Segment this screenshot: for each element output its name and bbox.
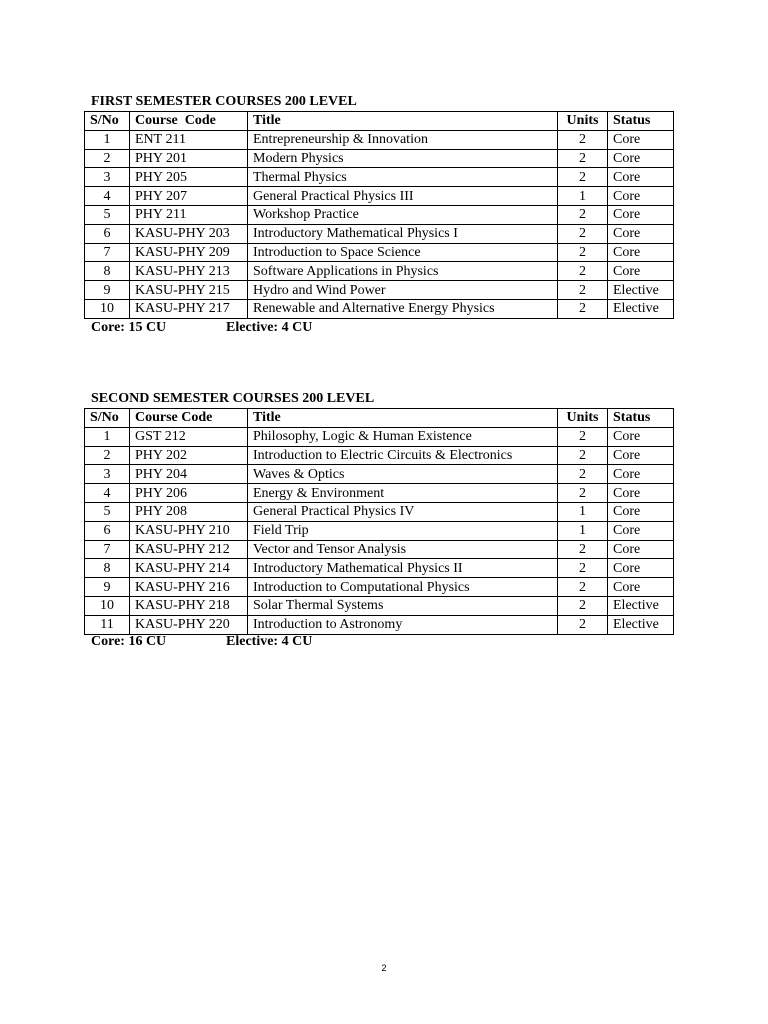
cell-course-code: KASU-PHY 217	[130, 299, 248, 318]
cell-units: 2	[558, 224, 608, 243]
table-row	[85, 427, 674, 446]
table-row	[85, 299, 674, 318]
cell-status: Core	[608, 427, 674, 446]
cell-sno: 10	[85, 299, 130, 318]
cell-status: Core	[608, 540, 674, 559]
cell-status: Core	[608, 243, 674, 262]
elective-total: Elective: 4 CU	[226, 320, 313, 335]
cell-title: Introduction to Computational Physics	[248, 578, 558, 597]
header-course-code: Course Code	[130, 112, 248, 131]
table-row	[85, 502, 674, 521]
cell-status: Core	[608, 130, 674, 149]
table-row	[85, 205, 674, 224]
second-semester-rows	[85, 427, 674, 634]
cell-title: Introduction to Electric Circuits & Electronics	[248, 446, 558, 465]
cell-sno: 1	[85, 130, 130, 149]
cell-status: Core	[608, 559, 674, 578]
cell-course-code: KASU-PHY 214	[130, 559, 248, 578]
second-semester-table	[84, 408, 674, 635]
cell-title: Thermal Physics	[248, 168, 558, 187]
cell-units: 2	[558, 281, 608, 300]
cell-units: 2	[558, 130, 608, 149]
cell-course-code: GST 212	[130, 427, 248, 446]
core-total: Core: 15 CU	[91, 320, 167, 335]
cell-title: Workshop Practice	[248, 205, 558, 224]
cell-units: 2	[558, 149, 608, 168]
header-course-code: Course Code	[130, 409, 248, 428]
cell-units: 2	[558, 427, 608, 446]
cell-status: Core	[608, 446, 674, 465]
cell-sno: 5	[85, 205, 130, 224]
header-units: Units	[558, 409, 608, 428]
cell-title: General Practical Physics IV	[248, 502, 558, 521]
cell-course-code: PHY 211	[130, 205, 248, 224]
cell-title: Waves & Optics	[248, 465, 558, 484]
cell-sno: 4	[85, 484, 130, 503]
header-title: Title	[248, 112, 558, 131]
cell-sno: 7	[85, 243, 130, 262]
cell-status: Core	[608, 224, 674, 243]
cell-title: Renewable and Alternative Energy Physics	[248, 299, 558, 318]
table-row	[85, 596, 674, 615]
cell-units: 2	[558, 559, 608, 578]
cell-status: Elective	[608, 615, 674, 634]
cell-title: Introduction to Space Science	[248, 243, 558, 262]
cell-sno: 1	[85, 427, 130, 446]
cell-status: Core	[608, 521, 674, 540]
second-semester-heading: SECOND SEMESTER COURSES 200 LEVEL	[91, 391, 375, 406]
cell-title: Introduction to Astronomy	[248, 615, 558, 634]
table-row	[85, 540, 674, 559]
cell-units: 2	[558, 262, 608, 281]
cell-course-code: KASU-PHY 215	[130, 281, 248, 300]
cell-title: Field Trip	[248, 521, 558, 540]
cell-sno: 4	[85, 187, 130, 206]
cell-course-code: KASU-PHY 203	[130, 224, 248, 243]
table-row	[85, 559, 674, 578]
cell-course-code: PHY 207	[130, 187, 248, 206]
header-status: Status	[608, 409, 674, 428]
cell-units: 2	[558, 540, 608, 559]
first-semester-heading: FIRST SEMESTER COURSES 200 LEVEL	[91, 94, 357, 109]
cell-title: Introductory Mathematical Physics I	[248, 224, 558, 243]
cell-units: 1	[558, 187, 608, 206]
cell-sno: 8	[85, 262, 130, 281]
cell-sno: 6	[85, 521, 130, 540]
first-semester-rows	[85, 130, 674, 318]
cell-course-code: PHY 204	[130, 465, 248, 484]
cell-sno: 8	[85, 559, 130, 578]
table-row	[85, 446, 674, 465]
cell-status: Core	[608, 502, 674, 521]
cell-title: Vector and Tensor Analysis	[248, 540, 558, 559]
cell-status: Core	[608, 205, 674, 224]
cell-course-code: KASU-PHY 216	[130, 578, 248, 597]
cell-title: Philosophy, Logic & Human Existence	[248, 427, 558, 446]
cell-course-code: PHY 206	[130, 484, 248, 503]
cell-title: Hydro and Wind Power	[248, 281, 558, 300]
cell-sno: 2	[85, 446, 130, 465]
cell-sno: 10	[85, 596, 130, 615]
cell-status: Core	[608, 484, 674, 503]
cell-status: Core	[608, 578, 674, 597]
cell-course-code: ENT 211	[130, 130, 248, 149]
cell-status: Core	[608, 262, 674, 281]
page-number: 2	[381, 963, 387, 973]
elective-total: Elective: 4 CU	[226, 634, 313, 649]
table-row	[85, 465, 674, 484]
cell-units: 2	[558, 578, 608, 597]
table-row	[85, 615, 674, 634]
cell-units: 2	[558, 484, 608, 503]
cell-course-code: KASU-PHY 218	[130, 596, 248, 615]
cell-units: 2	[558, 205, 608, 224]
cell-sno: 7	[85, 540, 130, 559]
table-header-row	[85, 112, 674, 131]
table-row	[85, 578, 674, 597]
cell-status: Core	[608, 187, 674, 206]
second-semester-summary	[91, 634, 312, 650]
cell-units: 1	[558, 502, 608, 521]
cell-status: Elective	[608, 299, 674, 318]
cell-title: Entrepreneurship & Innovation	[248, 130, 558, 149]
cell-status: Elective	[608, 596, 674, 615]
cell-units: 2	[558, 596, 608, 615]
first-semester-table	[84, 111, 674, 319]
cell-status: Core	[608, 168, 674, 187]
header-status: Status	[608, 112, 674, 131]
cell-title: Modern Physics	[248, 149, 558, 168]
cell-course-code: KASU-PHY 213	[130, 262, 248, 281]
cell-sno: 9	[85, 578, 130, 597]
cell-course-code: PHY 201	[130, 149, 248, 168]
table-row	[85, 187, 674, 206]
cell-sno: 9	[85, 281, 130, 300]
table-row	[85, 224, 674, 243]
header-sno: S/No	[85, 112, 130, 131]
cell-sno: 2	[85, 149, 130, 168]
table-row	[85, 262, 674, 281]
table-row	[85, 168, 674, 187]
cell-title: Software Applications in Physics	[248, 262, 558, 281]
cell-title: Solar Thermal Systems	[248, 596, 558, 615]
cell-status: Core	[608, 149, 674, 168]
table-header-row	[85, 409, 674, 428]
cell-sno: 6	[85, 224, 130, 243]
header-sno: S/No	[85, 409, 130, 428]
cell-status: Elective	[608, 281, 674, 300]
cell-units: 2	[558, 168, 608, 187]
cell-course-code: PHY 202	[130, 446, 248, 465]
cell-sno: 5	[85, 502, 130, 521]
table-row	[85, 281, 674, 300]
cell-sno: 3	[85, 465, 130, 484]
core-total: Core: 16 CU	[91, 634, 167, 649]
cell-course-code: KASU-PHY 212	[130, 540, 248, 559]
cell-units: 2	[558, 243, 608, 262]
table-row	[85, 149, 674, 168]
cell-units: 1	[558, 521, 608, 540]
cell-status: Core	[608, 465, 674, 484]
cell-units: 2	[558, 465, 608, 484]
header-title: Title	[248, 409, 558, 428]
cell-course-code: PHY 205	[130, 168, 248, 187]
first-semester-summary	[91, 320, 312, 336]
cell-sno: 3	[85, 168, 130, 187]
cell-units: 2	[558, 299, 608, 318]
cell-course-code: PHY 208	[130, 502, 248, 521]
cell-title: General Practical Physics III	[248, 187, 558, 206]
cell-title: Energy & Environment	[248, 484, 558, 503]
table-row	[85, 243, 674, 262]
header-units: Units	[558, 112, 608, 131]
table-row	[85, 484, 674, 503]
table-row	[85, 521, 674, 540]
cell-title: Introductory Mathematical Physics II	[248, 559, 558, 578]
cell-units: 2	[558, 615, 608, 634]
table-row	[85, 130, 674, 149]
cell-course-code: KASU-PHY 209	[130, 243, 248, 262]
cell-course-code: KASU-PHY 210	[130, 521, 248, 540]
cell-units: 2	[558, 446, 608, 465]
cell-course-code: KASU-PHY 220	[130, 615, 248, 634]
cell-sno: 11	[85, 615, 130, 634]
